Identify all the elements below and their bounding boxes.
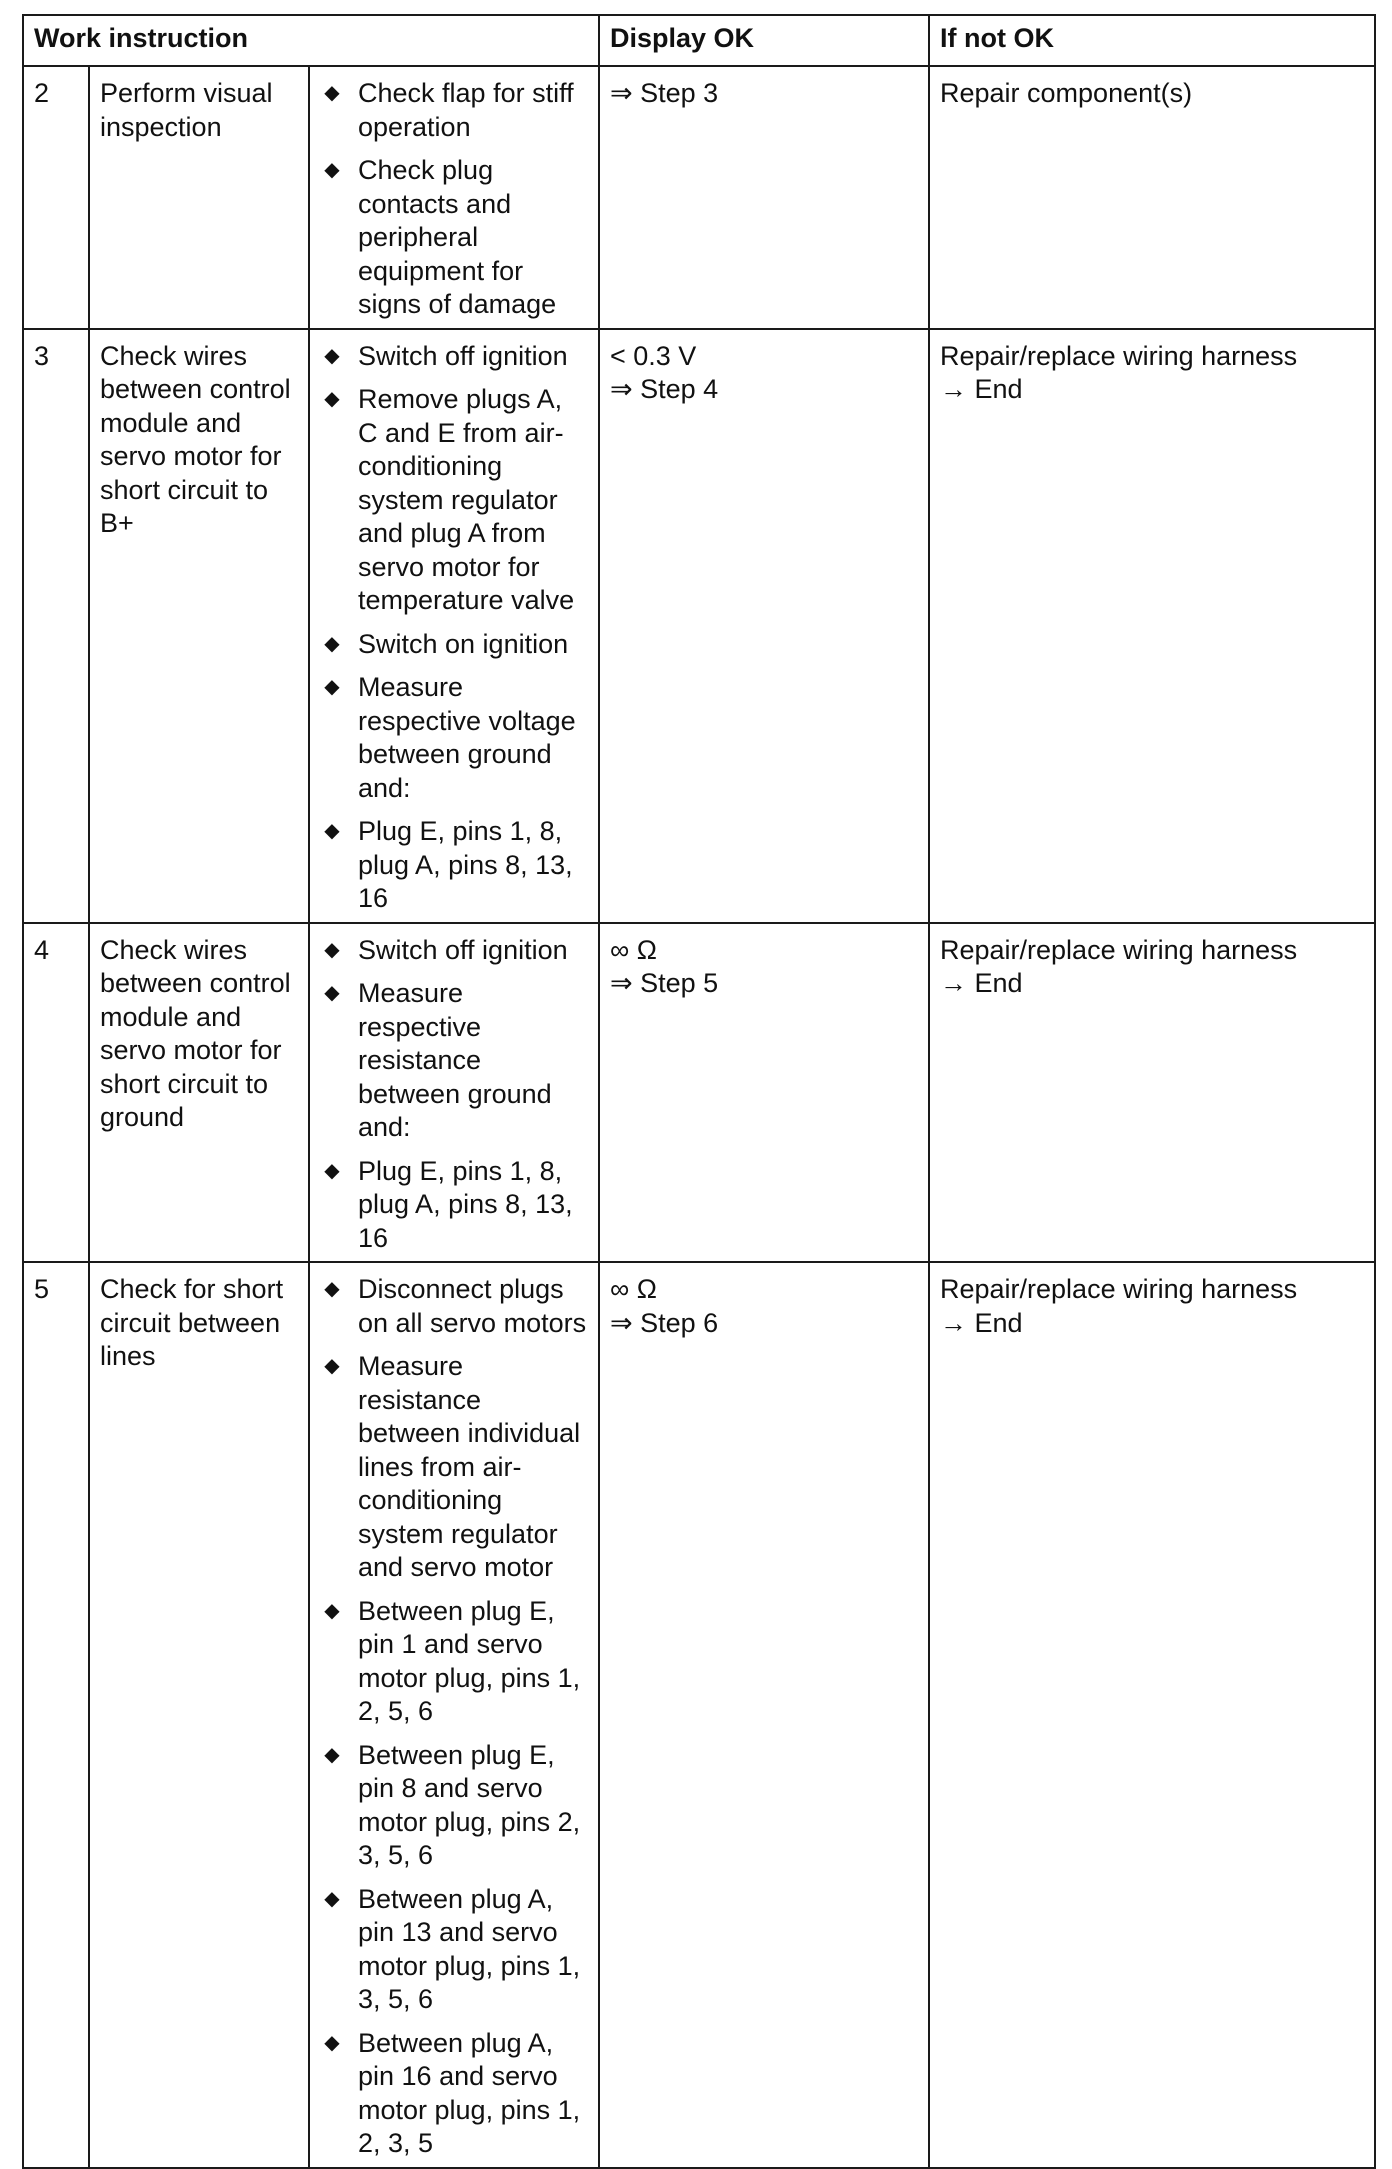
step-number: 4 xyxy=(23,923,89,1263)
instruction-item xyxy=(320,383,588,618)
instruction-item xyxy=(320,340,588,374)
instruction-list xyxy=(320,1273,588,2161)
diamond-bullet-icon: ◆ xyxy=(324,938,340,961)
instruction-text: Between plug A, pin 13 and servo motor plug, pins 1, 3, 5, 6 xyxy=(358,1883,581,2014)
instruction-text: Remove plugs A, C and E from air-conditioning system regulator and plug A from servo motor for temperature valve xyxy=(358,384,575,615)
if-not-ok-text: Repair/replace wiring harness xyxy=(940,340,1298,371)
if-not-ok-cell xyxy=(929,66,1375,329)
diamond-bullet-icon: ◆ xyxy=(324,1355,340,1377)
instruction-item xyxy=(320,815,588,916)
diamond-bullet-icon: ◆ xyxy=(324,1159,340,1182)
diamond-bullet-icon: ◆ xyxy=(324,82,340,104)
instruction-text: Between plug E, pin 8 and servo motor plug, pins 2, 3, 5, 6 xyxy=(358,1739,581,1870)
instruction-text: Measure resistance between individual lines from air-conditioning system regulator and servo motor xyxy=(358,1351,581,1582)
instruction-text: Switch off ignition xyxy=(358,934,568,965)
diamond-bullet-icon: ◆ xyxy=(324,2031,340,2054)
display-ok-cell xyxy=(599,329,929,923)
instruction-item xyxy=(320,671,588,805)
instruction-cell xyxy=(309,1262,599,2168)
instruction-text: Plug E, pins 1, 8, plug A, pins 8, 13, 16 xyxy=(358,1155,573,1253)
instruction-item xyxy=(320,2027,588,2161)
display-ok-text: ⇒ Step 3 xyxy=(610,78,719,108)
if-not-ok-cell xyxy=(929,329,1375,923)
instruction-text: Between plug A, pin 16 and servo motor plug, pins 1, 2, 3, 5 xyxy=(358,2027,581,2158)
diamond-bullet-icon: ◆ xyxy=(324,632,340,655)
display-ok-text: ⇒ Step 6 xyxy=(610,1307,719,1338)
instruction-item xyxy=(320,1273,588,1340)
if-not-ok-text: → End xyxy=(940,374,1023,404)
instruction-text: Disconnect plugs on all servo motors xyxy=(358,1274,587,1338)
display-ok-cell xyxy=(599,1262,929,2168)
display-ok-cell xyxy=(599,923,929,1263)
if-not-ok-text: Repair/replace wiring harness xyxy=(940,1274,1298,1304)
instruction-text: Plug E, pins 1, 8, plug A, pins 8, 13, 16 xyxy=(358,816,573,913)
step-number: 2 xyxy=(23,66,89,329)
diamond-bullet-icon: ◆ xyxy=(324,159,340,181)
step-title: Check for short circuit between lines xyxy=(89,1262,309,2168)
display-ok-text: ∞ Ω xyxy=(610,1274,657,1304)
instruction-item xyxy=(320,934,588,968)
instruction-item xyxy=(320,1155,588,1256)
step-title: Check wires between control module and servo motor for short circuit to B+ xyxy=(89,329,309,923)
header-if-not-ok: If not OK xyxy=(929,15,1375,66)
diamond-bullet-icon: ◆ xyxy=(324,676,340,698)
step-number: 3 xyxy=(23,329,89,923)
instruction-text: Check flap for stiff operation xyxy=(358,78,574,142)
display-ok-cell xyxy=(599,66,929,329)
diamond-bullet-icon: ◆ xyxy=(324,388,340,410)
display-ok-text: ⇒ Step 5 xyxy=(610,968,719,998)
instruction-text: Between plug E, pin 1 and servo motor plug, pins 1, 2, 5, 6 xyxy=(358,1595,581,1726)
instruction-item xyxy=(320,1350,588,1585)
table-row xyxy=(23,923,1375,1263)
instruction-cell xyxy=(309,329,599,923)
instruction-list xyxy=(320,77,588,322)
instruction-item xyxy=(320,628,588,662)
table-body xyxy=(23,66,1375,2168)
instruction-item xyxy=(320,1595,588,1729)
if-not-ok-cell xyxy=(929,923,1375,1263)
header-display-ok: Display OK xyxy=(599,15,929,66)
instruction-list xyxy=(320,934,588,1256)
instruction-text: Measure respective resistance between ground and: xyxy=(358,978,552,1142)
diamond-bullet-icon: ◆ xyxy=(324,1599,340,1622)
instruction-cell xyxy=(309,923,599,1263)
diamond-bullet-icon: ◆ xyxy=(324,982,340,1004)
step-title: Check wires between control module and servo motor for short circuit to ground xyxy=(89,923,309,1263)
instruction-list xyxy=(320,340,588,916)
instruction-text: Check plug contacts and peripheral equipment for signs of damage xyxy=(358,155,557,319)
diamond-bullet-icon: ◆ xyxy=(324,1743,340,1766)
diamond-bullet-icon: ◆ xyxy=(324,344,340,367)
table-header-row xyxy=(23,15,1375,66)
table-row xyxy=(23,329,1375,923)
instruction-item xyxy=(320,1883,588,2017)
header-work-instruction: Work instruction xyxy=(23,15,599,66)
instruction-text: Switch off ignition xyxy=(358,340,568,371)
step-number: 5 xyxy=(23,1262,89,2168)
diamond-bullet-icon: ◆ xyxy=(324,820,340,842)
display-ok-text: ∞ Ω xyxy=(610,934,657,965)
instruction-item xyxy=(320,77,588,144)
if-not-ok-text: → End xyxy=(940,968,1023,998)
display-ok-text: < 0.3 V xyxy=(610,340,697,371)
instruction-text: Switch on ignition xyxy=(358,628,569,659)
step-title: Perform visual inspection xyxy=(89,66,309,329)
work-instruction-table xyxy=(22,14,1376,2169)
instruction-item xyxy=(320,977,588,1145)
if-not-ok-text: Repair/replace wiring harness xyxy=(940,934,1298,965)
diamond-bullet-icon: ◆ xyxy=(324,1278,340,1300)
if-not-ok-text: → End xyxy=(940,1307,1023,1338)
display-ok-text: ⇒ Step 4 xyxy=(610,374,719,404)
if-not-ok-cell xyxy=(929,1262,1375,2168)
table-row xyxy=(23,66,1375,329)
instruction-item xyxy=(320,1739,588,1873)
instruction-cell xyxy=(309,66,599,329)
instruction-text: Measure respective voltage between ground and: xyxy=(358,672,576,803)
instruction-item xyxy=(320,154,588,322)
diamond-bullet-icon: ◆ xyxy=(324,1887,340,1910)
if-not-ok-text: Repair component(s) xyxy=(940,78,1193,108)
table-row xyxy=(23,1262,1375,2168)
